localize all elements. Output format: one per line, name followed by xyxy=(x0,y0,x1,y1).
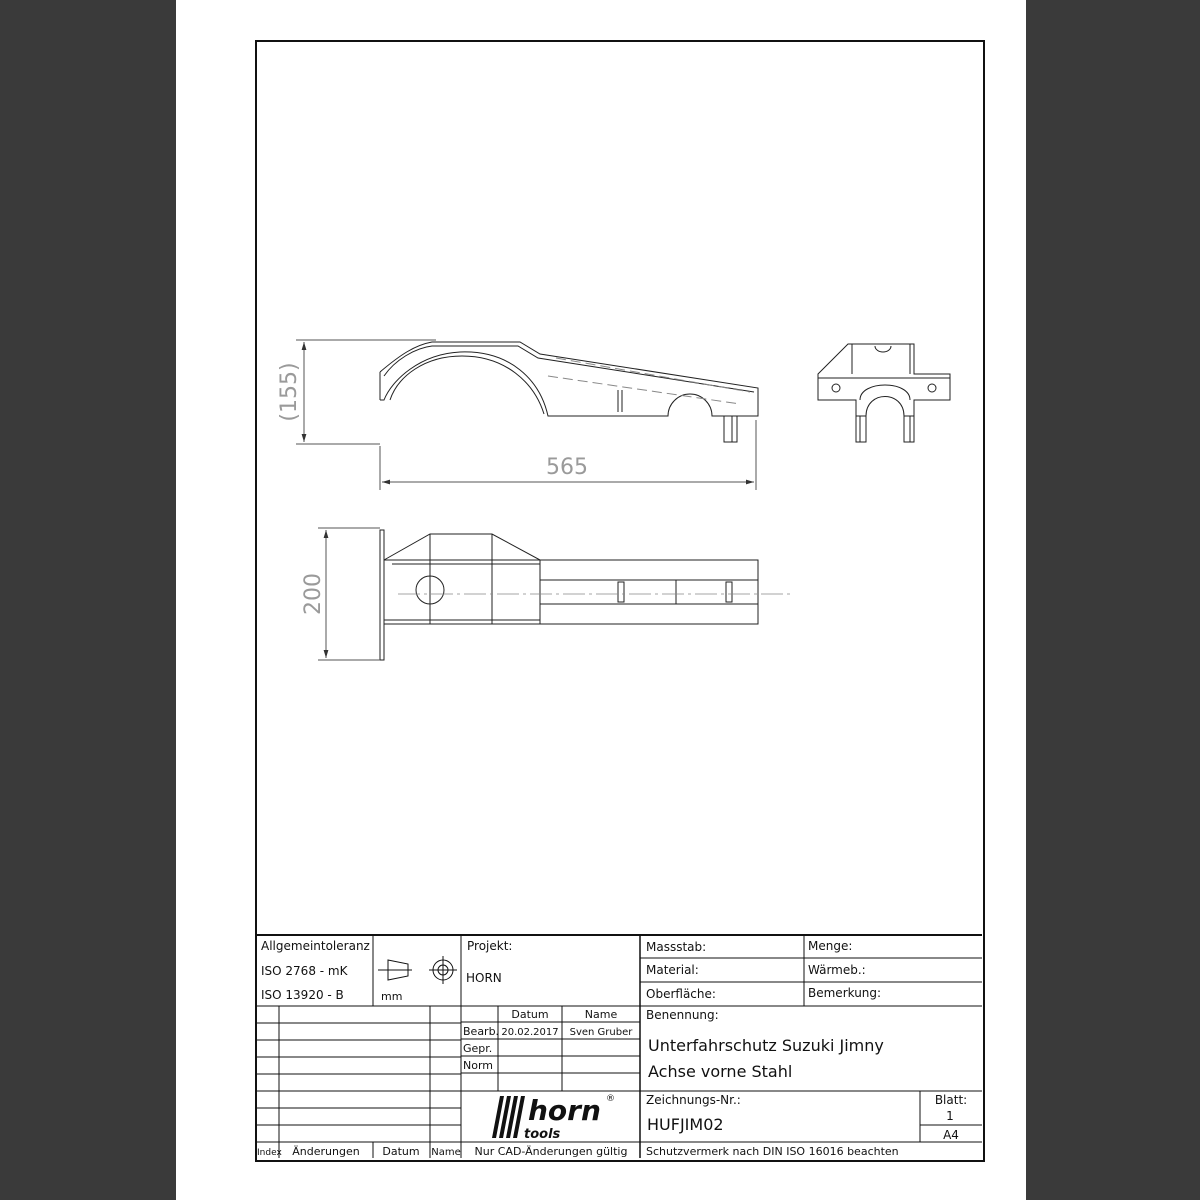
zeichnungsnr-value: HUFJIM02 xyxy=(647,1115,724,1134)
name-label: Name xyxy=(431,1147,461,1158)
height-dimension-label: (155) xyxy=(277,362,302,422)
tolerance-iso-2768: ISO 2768 - mK xyxy=(261,964,348,978)
zeichnungsnr-label: Zeichnungs-Nr.: xyxy=(646,1093,741,1107)
side-view-dimensions xyxy=(296,340,756,490)
bearb-name: Sven Gruber xyxy=(569,1027,633,1038)
material-label: Material: xyxy=(646,963,699,977)
aenderungen-label: Änderungen xyxy=(292,1145,360,1158)
tolerance-iso-13920: ISO 13920 - B xyxy=(261,988,344,1002)
benennung-label: Benennung: xyxy=(646,1008,719,1022)
svg-text:horn: horn xyxy=(528,1094,601,1127)
svg-text:tools: tools xyxy=(524,1127,561,1142)
benennung-line-2: Achse vorne Stahl xyxy=(648,1062,793,1081)
protection-note: Schutzvermerk nach DIN ISO 16016 beachten xyxy=(646,1145,899,1158)
gepr-label: Gepr. xyxy=(463,1042,493,1055)
format-value: A4 xyxy=(943,1128,959,1142)
bearb-label: Bearb. xyxy=(463,1025,500,1038)
benennung-line-1: Unterfahrschutz Suzuki Jimny xyxy=(648,1036,884,1055)
svg-text:®: ® xyxy=(606,1094,615,1104)
bemerkung-label: Bemerkung: xyxy=(808,986,882,1000)
datum-header: Datum xyxy=(511,1008,549,1021)
waermeb-label: Wärmeb.: xyxy=(808,963,866,977)
datum-label: Datum xyxy=(382,1145,420,1158)
tolerance-label: Allgemeintoleranz xyxy=(261,939,370,953)
projekt-label: Projekt: xyxy=(467,939,513,953)
projection-symbol xyxy=(429,956,457,984)
blatt-label: Blatt: xyxy=(934,1093,968,1107)
side-view xyxy=(380,342,758,442)
top-view xyxy=(380,530,758,660)
massstab-label: Massstab: xyxy=(646,940,707,954)
horn-logo xyxy=(492,1094,615,1142)
projekt-value: HORN xyxy=(466,971,502,985)
bearb-date: 20.02.2017 xyxy=(501,1027,559,1038)
menge-label: Menge: xyxy=(808,939,853,953)
length-dimension-label: 565 xyxy=(546,455,588,480)
top-view-dimensions xyxy=(318,528,380,660)
front-view xyxy=(818,344,950,442)
name-header: Name xyxy=(584,1008,618,1021)
width-dimension-label: 200 xyxy=(301,573,326,615)
norm-label: Norm xyxy=(463,1059,494,1072)
cad-note: Nur CAD-Änderungen gültig xyxy=(474,1145,628,1158)
oberflaeche-label: Oberfläche: xyxy=(646,987,716,1001)
blatt-value: 1 xyxy=(946,1109,954,1123)
index-label: Index xyxy=(257,1148,282,1158)
unit-label: mm xyxy=(381,990,403,1003)
taper-symbol xyxy=(378,960,412,980)
